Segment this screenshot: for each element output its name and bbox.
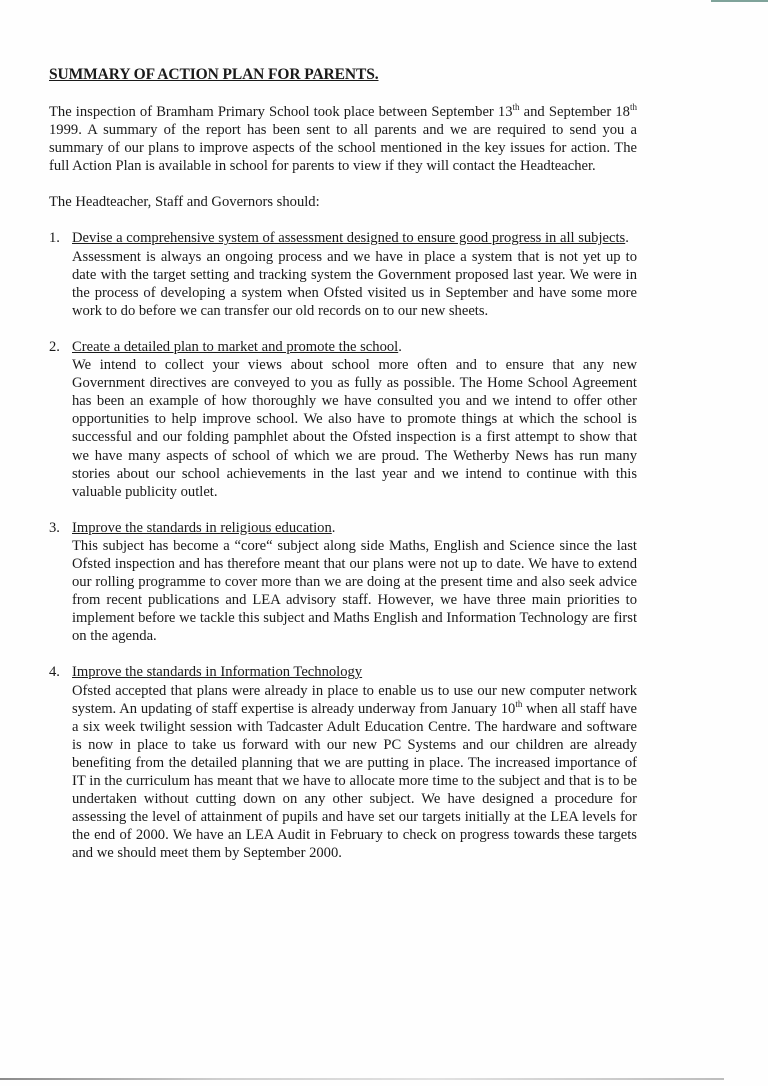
item-heading-line — [72, 229, 637, 247]
item-heading-line — [72, 519, 637, 537]
lead-sentence: The Headteacher, Staff and Governors should: — [49, 194, 320, 211]
item-number: 3. — [49, 519, 60, 536]
scan-edge-bottom — [0, 1078, 724, 1080]
document-title: SUMMARY OF ACTION PLAN FOR PARENTS. — [49, 66, 379, 83]
intro-text-3: 1999. A summary of the report has been sent to all parents and we are required to send you a summary of our plans to improve aspects of the school mentioned in the key issues for action. The full Action Plan is available in school for parents to view if they will contact the Headteacher. — [49, 122, 637, 175]
ordinal-suffix: th — [515, 698, 523, 709]
item-number: 4. — [49, 664, 60, 681]
action-list — [49, 229, 637, 862]
item-heading: Devise a comprehensive system of assessment designed to ensure good progress in all subjects — [72, 230, 626, 247]
action-item-4 — [49, 663, 637, 862]
heading-punctuation: . — [625, 230, 629, 247]
item-body: Assessment is always an ongoing process and we have in place a system that is not yet up to date with the target setting and tracking system the Government proposed last year. We were in the process of developing a system when Ofsted visited us in September and have some more work to do before we can transfer our old records on to our new sheets. — [72, 248, 637, 319]
intro-paragraph — [49, 103, 637, 175]
action-item-2 — [49, 338, 637, 501]
item-body — [72, 682, 637, 863]
item-body-text-2: when all staff have a six week twilight session with Tadcaster Adult Education Centre. The hardware and software is now in place to take us forward with our new PC Systems and our children are already benefiting from the detailed planning that we are putting in place. The increased importance of IT in the curriculum has meant that we have to allocate more time to the subject and that is to be undertaken without cutting down on any other subject. We have designed a procedure for assessing the level of attainment of pupils and have set our targets initially at the LEA levels for the end of 2000. We have an LEA Audit in February to check on progress towards these targets and we should meet them by September 2000. — [72, 700, 637, 862]
item-body-text-1: Ofsted accepted that plans were already in place to enable us to use our new computer network system. An updating of staff expertise is already underway from January 10 — [72, 682, 637, 717]
item-heading-line — [72, 338, 637, 356]
item-heading: Improve the standards in religious education — [72, 519, 332, 536]
ordinal-suffix: th — [629, 102, 637, 113]
heading-punctuation: . — [331, 519, 336, 536]
scan-edge-top — [711, 0, 768, 2]
item-number: 1. — [49, 230, 60, 247]
intro-text-1: The inspection of Bramham Primary School took place between September 13 — [49, 104, 513, 120]
item-heading: Improve the standards in Information Technology — [72, 664, 363, 681]
item-body: This subject has become a “core“ subject along side Maths, English and Science since the last Ofsted inspection and has therefore meant that our plans were not up to date. We have to extend our rolling programme to cover more than we are doing at the present time and also seek advice from recent publications and LEA advisory staff. However, we have three main priorities to implement before we tackle this subject and Maths English and Information Technology are first on the agenda. — [72, 537, 637, 645]
document-page — [49, 66, 637, 880]
action-item-3 — [49, 519, 637, 646]
item-heading-line — [72, 663, 637, 681]
item-number: 2. — [49, 338, 60, 355]
ordinal-suffix: th — [512, 102, 520, 113]
item-body: We intend to collect your views about school more often and to ensure that any new Government directives are conveyed to you as fully as possible. The Home School Agreement has been an example of how thoroughly we have consulted you and we intend to offer other opportunities to help improve school. We also have to promote things at which the school is successful and our folding pamphlet about the Ofsted inspection is a first attempt to show that we have many aspects of school of which we are proud. The Wetherby News has run many stories about our school achievements in the last year and we intend to continue with this valuable publicity outlet. — [72, 357, 637, 500]
item-heading: Create a detailed plan to market and promote the school — [72, 338, 399, 355]
heading-punctuation: . — [398, 338, 402, 355]
intro-text-2: and September 18 — [519, 104, 630, 120]
action-item-1 — [49, 229, 637, 319]
